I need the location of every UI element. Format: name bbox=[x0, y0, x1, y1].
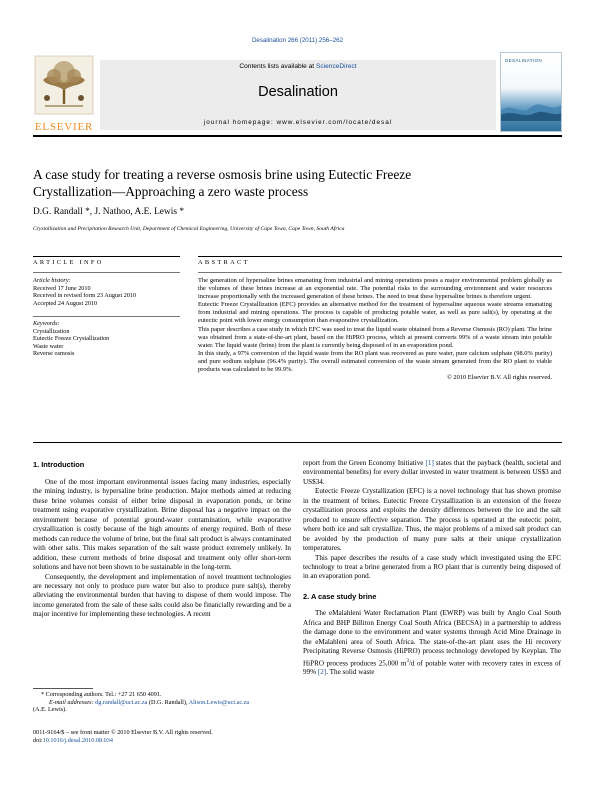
email-link-lewis[interactable]: Alison.Lewis@uct.ac.za bbox=[188, 698, 250, 706]
article-history bbox=[33, 277, 183, 307]
cover-title: DESALINATION bbox=[505, 58, 542, 63]
elsevier-logo bbox=[33, 54, 95, 133]
right-column bbox=[303, 459, 561, 678]
keyword-item: Reverse osmosis bbox=[33, 350, 75, 358]
elsevier-tree-icon bbox=[33, 54, 95, 116]
publisher-name: ELSEVIER bbox=[34, 121, 94, 133]
info-rule-mid bbox=[33, 272, 180, 273]
authors: D.G. Randall *, J. Nathoo, A.E. Lewis * bbox=[33, 207, 185, 217]
case-study-heading: 2. A case study brine bbox=[303, 591, 377, 601]
journal-reference[interactable]: Desalination 266 (2011) 256–262 bbox=[251, 37, 344, 44]
right-paragraph bbox=[303, 459, 561, 487]
abstract-rule-bottom bbox=[33, 442, 562, 443]
abstract-paragraph: In this study, a 97% conversion of the liquid waste from the RO plant was recovered as pure water, pure calcium sulphate (98.0% purity) and pure sodium sulphate (96.4% purity). The overall estimated conversion of the waste stream generated from the RO plant to viable products was calculated to be 99.9%. bbox=[198, 349, 552, 374]
email-owner: (D.G. Randall), bbox=[147, 698, 189, 706]
cover-wave-icon bbox=[501, 91, 561, 121]
info-rule-keywords bbox=[33, 316, 180, 317]
keywords-label: Keywords: bbox=[33, 320, 60, 327]
left-column bbox=[33, 478, 291, 620]
article-info-heading: ARTICLE INFO bbox=[33, 259, 104, 266]
history-received: Received 17 June 2010 bbox=[33, 284, 91, 292]
abstract-rule-mid bbox=[198, 272, 562, 273]
email-label: E-mail addresses: bbox=[49, 698, 96, 706]
history-accepted: Accepted 24 August 2010 bbox=[33, 299, 98, 307]
intro-paragraph: One of the most important environmental issues facing many industries, especially the mining industry, is hypersaline brine production. Major methods aimed at reducing these brine volumes consist of either brine disposal in evaporation ponds, or brine treatment using evaporative crystallization. Brine disposal has a negative impact on the environment because of potential ground-water contamination, while evaporative crystallization is costly because of the high amounts of energy required. Both of these methods can reduce the volume of brine, but the final salt product is always contaminated with other salts. This makes separation of the salt waste product extremely unlikely. In addition, these current methods of brine disposal and treatment only offer short-term solutions and have not been shown to be sustainable in the long-term. bbox=[33, 478, 291, 572]
keyword-item: Eutectic Freeze Crystallization bbox=[33, 335, 110, 343]
abstract-paragraph: This paper describes a case study in which EFC was used to treat the liquid waste obtained from a Reverse Osmosis (RO) plant. The brine was obtained from a state-of-the-art plant, based on the HiPRO process, which at present converts 99% of a waste stream into potable water. The liquid waste (brine) from the plant is currently being disposed of in an evaporation pond. bbox=[198, 325, 552, 349]
article-title bbox=[33, 166, 563, 200]
text-run: states that the payback (health, societal and environmental benefits) for every dollar invested in water treatment is between US$3 and US$34. bbox=[303, 459, 562, 486]
history-label: Article history: bbox=[33, 277, 71, 284]
abstract-rule-top bbox=[198, 256, 562, 257]
intro-heading: 1. Introduction bbox=[33, 460, 85, 469]
journal-homepage[interactable]: journal homepage: www.elsevier.com/locate/desal bbox=[203, 119, 393, 126]
intro-paragraph: Consequently, the development and implementation of novel treatment technologies are necessary not only to produce pure water but also to produce pure salt(s), thereby alleviating the environmental burden that having to dispose of them would impose. The income generated from the sale of these salts could also be financially rewarding and be a major incentive for implementing these technologies. A recent bbox=[33, 572, 291, 619]
text-run: The eMalahleni Water Reclamation Plant (EWRP) was built by Anglo Coal South Africa and BHP Billiton Energy Coal South Africa (BECSA) in a partnership to address the damage done to the environment and water systems through Acid Mine Drainage in the eMalahleni area of South Africa. The state-of-the-art plant uses the Hi recovery Precipitating Reverse Osmosis (HiPRO) process technology developed by Keyplan. The HiPRO process produces 25,000 m bbox=[303, 609, 561, 667]
article-title-line2: Crystallization—Approaching a zero waste process bbox=[33, 184, 309, 199]
text-run: . The solid waste bbox=[326, 668, 375, 677]
abstract-text bbox=[198, 277, 552, 382]
doi-link[interactable]: 10.1016/j.desal.2010.08.034 bbox=[42, 736, 113, 744]
masthead-rule bbox=[33, 135, 562, 137]
email-line bbox=[33, 699, 291, 707]
doi-label: doi: bbox=[33, 736, 43, 744]
contents-line bbox=[100, 63, 496, 70]
email-link-randall[interactable]: dg.randall@uct.ac.za bbox=[95, 698, 148, 706]
reference-link[interactable]: [2] bbox=[317, 668, 327, 677]
front-matter bbox=[33, 729, 333, 744]
superscript: 3 bbox=[406, 658, 409, 664]
text-run: /d of potable water with recovery rates in excess of 99% bbox=[303, 658, 561, 677]
sciencedirect-link[interactable]: ScienceDirect bbox=[315, 63, 357, 70]
keyword-item: Crystallization bbox=[33, 327, 70, 335]
journal-cover bbox=[500, 52, 562, 132]
abstract-paragraph: The generation of hypersaline brines emanating from industrial and mining operations poses a major environmental problem globally as the volumes of these brines increase at an exponential rate. The potential risks to the surrounding environment and water resources increase proportionally with the increased generation of these brines. The need to treat these hypersaline brines is therefore urgent. bbox=[198, 277, 552, 301]
keyword-item: Waste water bbox=[33, 342, 64, 350]
footnote-rule bbox=[33, 688, 93, 689]
abstract-paragraph: Eutectic Freeze Crystallization (EFC) provides an alternative method for the treatment of hypersaline aqueous waste streams emanating from industrial and mining operations. The process is capable of producing potable water, as well as pure salt(s), by operating at the eutectic point with lower energy consumption than evaporative crystallization. bbox=[198, 301, 552, 325]
contents-prefix: Contents lists available at bbox=[239, 63, 316, 70]
reference-link[interactable]: [1] bbox=[425, 459, 434, 467]
info-rule-top bbox=[33, 256, 180, 257]
affiliation: Crystallization and Precipitation Research Unit, Department of Chemical Engineering, University of Cape Town, Cape Town, South Africa bbox=[33, 226, 345, 232]
article-title-line1: A case study for treating a reverse osmosis brine using Eutectic Freeze bbox=[33, 167, 412, 182]
right-paragraph: This paper describes the results of a case study which investigated using the EFC technology to treat a brine generated from a RO plant that is currently being disposed of in an evaporation pond. bbox=[303, 553, 561, 581]
abstract-heading: ABSTRACT bbox=[198, 259, 250, 266]
history-revised: Received in revised form 23 August 2010 bbox=[33, 292, 137, 300]
keywords bbox=[33, 320, 183, 358]
right-paragraph: Eutectic Freeze Crystallization (EFC) is a novel technology that has shown promise in the treatment of brines. Eutectic Freeze Crystallization is an extension of the freeze crystallization process and exploits the density differences between the ice and the salt produced to ensure effective separation. The process is operated at the eutectic point, where both ice and salt crystallize. Thus, the major problems of a mixed salt product can be avoided by the production of many pure salts at their unique crystallization temperatures. bbox=[303, 487, 561, 553]
footnotes bbox=[33, 691, 291, 714]
journal-name: Desalination bbox=[258, 84, 338, 100]
abstract-copyright: © 2010 Elsevier B.V. All rights reserved. bbox=[446, 374, 552, 382]
doi-line bbox=[33, 737, 333, 745]
email-owner-lewis: (A.E. Lewis). bbox=[33, 706, 67, 714]
corresponding-author-note: * Corresponding authors. Tel.: +27 21 650 4091. bbox=[41, 691, 162, 698]
right-paragraph bbox=[303, 609, 561, 678]
text-run: report from the Green Economy Initiative bbox=[303, 459, 426, 467]
issn-line: 0011-9164/$ – see front matter © 2010 Elsevier B.V. All rights reserved. bbox=[33, 729, 213, 736]
